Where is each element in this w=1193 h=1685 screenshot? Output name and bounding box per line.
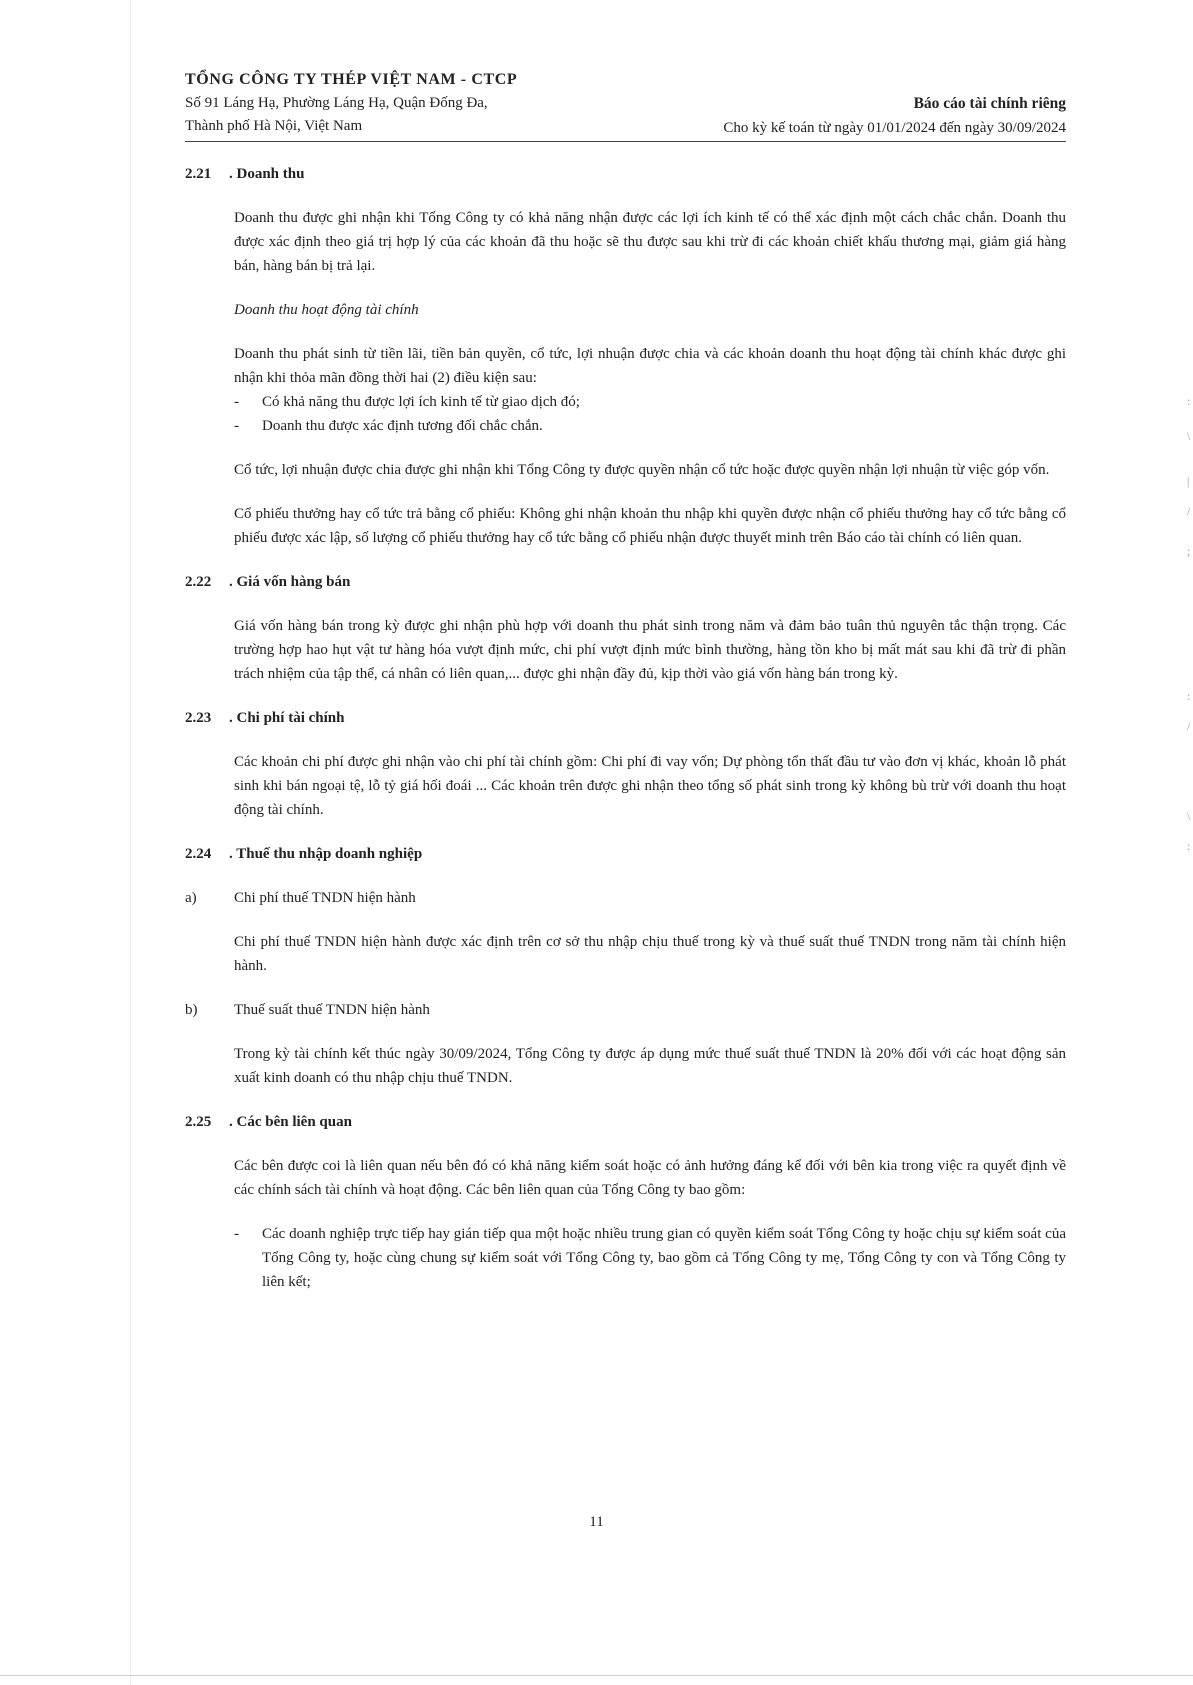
company-name: TỔNG CÔNG TY THÉP VIỆT NAM - CTCP [185, 71, 518, 88]
header-divider [185, 141, 1066, 142]
company-header [185, 68, 645, 138]
bullet-text: Các doanh nghiệp trực tiếp hay gián tiếp qua một hoặc nhiều trung gian có quyền kiểm soát Tổng Công ty hoặc chịu sự kiểm soát của Tổng Công ty, hoặc cùng chung sự kiểm soát với Tổng Công ty, bao gồm cả Tổng Công ty mẹ, Tổng Công ty con và Tổng Công ty liên kết; [262, 1226, 1066, 1290]
stamp-mark: : [1187, 689, 1191, 703]
paragraph: Các khoản chi phí được ghi nhận vào chi phí tài chính gồm: Chi phí đi vay vốn; Dự phòng tổn thất đầu tư vào đơn vị khác, khoản lỗ phát sinh khi bán ngoại tệ, lỗ tỷ giá hối đoái ... Các khoản trên được ghi nhận theo tổng số phát sinh trong kỳ không bù trừ với doanh thu hoạt động tài chính. [234, 754, 1066, 818]
address-line-1: Số 91 Láng Hạ, Phường Láng Hạ, Quận Đống Đa, [185, 95, 488, 111]
section-title: . Giá vốn hàng bán [229, 574, 351, 590]
section-number: 2.23 [185, 710, 212, 726]
paragraph: Doanh thu phát sinh từ tiền lãi, tiền bản quyền, cổ tức, lợi nhuận được chia và các khoản doanh thu hoạt động tài chính khác được ghi nhận khi thỏa mãn đồng thời hai (2) điều kiện sau: [234, 346, 1066, 386]
subsection-b [185, 998, 1066, 1022]
subsection-title: Thuế suất thuế TNDN hiện hành [234, 1002, 430, 1018]
bullet-dash: - [234, 394, 239, 410]
report-title: Báo cáo tài chính riêng [913, 95, 1066, 112]
scan-margin-line [130, 0, 131, 1685]
section-title: . Thuế thu nhập doanh nghiệp [229, 846, 423, 862]
subheading-italic: Doanh thu hoạt động tài chính [234, 302, 419, 318]
subsection-label: a) [185, 890, 197, 906]
paragraph: Doanh thu được ghi nhận khi Tổng Công ty có khả năng nhận được các lợi ích kinh tế có thể xác định một cách chắc chắn. Doanh thu được xác định theo giá trị hợp lý của các khoản đã thu hoặc sẽ thu được sau khi trừ đi các khoản chiết khấu thương mại, giảm giá hàng bán, hàng bán bị trả lại. [234, 210, 1066, 274]
stamp-mark: : [1187, 839, 1191, 853]
bullet-item [234, 414, 1066, 438]
stamp-mark: \ [1187, 809, 1191, 823]
paragraph: Cổ tức, lợi nhuận được chia được ghi nhận khi Tổng Công ty được quyền nhận cổ tức hoặc được quyền nhận lợi nhuận từ việc góp vốn. [234, 462, 1050, 478]
stamp-mark: ; [1187, 544, 1191, 558]
paragraph: Chi phí thuế TNDN hiện hành được xác định trên cơ sở thu nhập chịu thuế trong kỳ và thuế suất thuế TNDN trong năm tài chính hiện hành. [234, 934, 1066, 974]
paragraph: Trong kỳ tài chính kết thúc ngày 30/09/2024, Tổng Công ty được áp dụng mức thuế suất thuế TNDN là 20% đối với các hoạt động sản xuất kinh doanh có thu nhập chịu thuế TNDN. [234, 1046, 1066, 1086]
report-header [606, 92, 1066, 140]
bullet-dash: - [234, 1226, 239, 1242]
stamp-mark: | [1187, 474, 1190, 488]
stamp-mark: \ [1187, 429, 1191, 443]
section-2-23-heading [185, 706, 1066, 730]
section-2-24-heading [185, 842, 1066, 866]
section-title: . Doanh thu [229, 166, 305, 182]
footer-divider [0, 1675, 1193, 1676]
section-2-21-heading [185, 162, 1066, 186]
bullet-dash: - [234, 418, 239, 434]
section-number: 2.24 [185, 846, 212, 862]
section-title: . Chi phí tài chính [229, 710, 345, 726]
paragraph: Cổ phiếu thưởng hay cổ tức trả bằng cổ phiếu: Không ghi nhận khoản thu nhập khi quyền được nhận cổ phiếu thưởng hay cổ tức bằng cổ phiếu được xác lập, số lượng cổ phiếu thưởng hay cổ tức bằng cổ phiếu nhận được thuyết minh trên Báo cáo tài chính có liên quan. [234, 506, 1066, 546]
stamp-mark: / [1187, 504, 1191, 518]
section-number: 2.21 [185, 166, 212, 182]
subsection-a [185, 886, 1066, 910]
subsection-label: b) [185, 1002, 198, 1018]
subsection-title: Chi phí thuế TNDN hiện hành [234, 890, 416, 906]
section-2-22-heading [185, 570, 1066, 594]
stamp-mark: / [1187, 719, 1191, 733]
address-line-2: Thành phố Hà Nội, Việt Nam [185, 118, 363, 134]
bullet-item [234, 390, 1066, 414]
section-number: 2.22 [185, 574, 212, 590]
bullet-text: Doanh thu được xác định tương đối chắc chắn. [262, 418, 543, 434]
stamp-mark: : [1187, 394, 1191, 408]
section-number: 2.25 [185, 1114, 212, 1130]
paragraph: Giá vốn hàng bán trong kỳ được ghi nhận phù hợp với doanh thu phát sinh trong năm và đảm bảo tuân thủ nguyên tắc thận trọng. Các trường hợp hao hụt vật tư hàng hóa vượt định mức, chi phí vượt định mức bình thường, hàng tồn kho bị mất mát sau khi đã trừ đi phần trách nhiệm của tập thể, cá nhân có liên quan,... được ghi nhận đầy đủ, kịp thời vào giá vốn hàng bán trong kỳ. [234, 618, 1066, 682]
bullet-text: Có khả năng thu được lợi ích kinh tế từ giao dịch đó; [262, 394, 580, 410]
paragraph: Các bên được coi là liên quan nếu bên đó có khả năng kiểm soát hoặc có ảnh hưởng đáng kể đối với bên kia trong việc ra quyết định về các chính sách tài chính và hoạt động. Các bên liên quan của Tổng Công ty bao gồm: [234, 1158, 1066, 1198]
page-number: 11 [589, 1514, 604, 1530]
section-2-25-heading [185, 1110, 1066, 1134]
document-body [185, 162, 1066, 1294]
section-title: . Các bên liên quan [229, 1114, 352, 1130]
report-period: Cho kỳ kế toán từ ngày 01/01/2024 đến ngày 30/09/2024 [723, 120, 1066, 136]
bullet-item [234, 1222, 1066, 1294]
